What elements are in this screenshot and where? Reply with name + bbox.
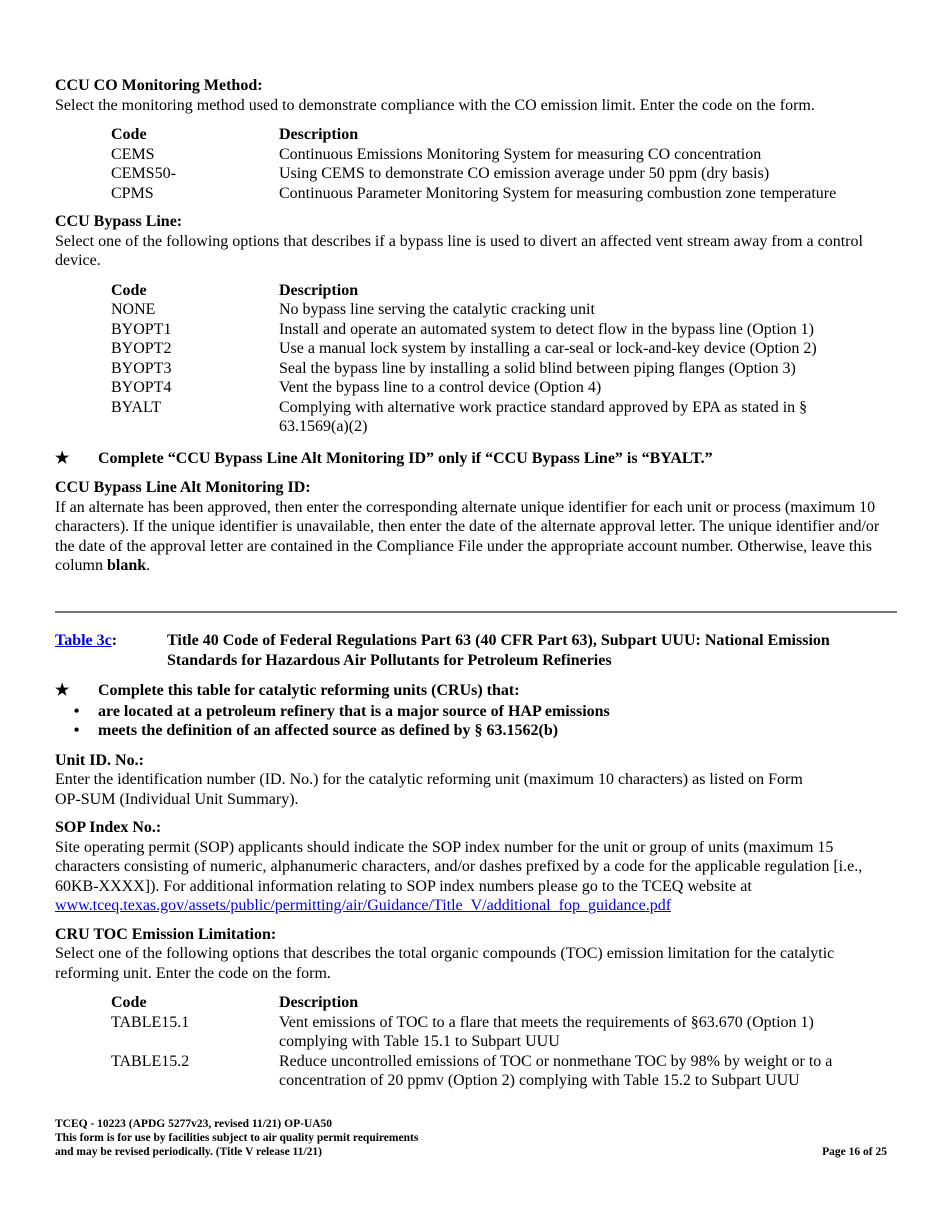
co-method-heading: CCU CO Monitoring Method: [55, 77, 263, 94]
desc-cell: Continuous Emissions Monitoring System for measuring CO concentration [279, 145, 762, 163]
col-code: Code [111, 281, 147, 299]
bypass-section [55, 212, 895, 437]
sop-text [55, 838, 895, 916]
table-header [111, 125, 836, 145]
table-row [111, 398, 879, 437]
cru-toc-text: Select one of the following options that describes the total organic compounds (TOC) emission limitation for the catalytic reforming unit. Enter the code on the form. [55, 945, 835, 982]
bypass-text: Select one of the following options that describes if a bypass line is used to divert an affected vent stream away from a control device. [55, 232, 863, 269]
sop-text-main: Site operating permit (SOP) applicants should indicate the SOP index number for the unit or group of units (maximum 15 characters consisting of numeric, alphanumeric characters, and/or dashes prefixed by a code for the applicable regulation [i.e., 60KB-XXXX]). For additional information relating to SOP index numbers please go to the TCEQ website at [55, 838, 863, 895]
star-icon: ★ [55, 682, 70, 699]
desc-cell: Use a manual lock system by installing a car-seal or lock-and-key device (Option 2) [279, 340, 817, 357]
table3c-link[interactable]: Table 3c [55, 632, 112, 649]
bypass-heading: CCU Bypass Line: [55, 213, 183, 230]
code-cell: BYOPT1 [111, 320, 172, 338]
code-cell: TABLE15.1 [111, 1013, 190, 1031]
code-cell: BYOPT4 [111, 379, 172, 396]
table-header [111, 993, 879, 1013]
desc-cell: Install and operate an automated system to detect flow in the bypass line (Option 1) [279, 320, 814, 338]
table-row [111, 145, 836, 165]
desc-cell: Vent emissions of TOC to a flare that meets the requirements of §63.670 (Option 1) complying with Table 15.1 to Subpart UUU [279, 1013, 814, 1050]
table3c-title [55, 631, 895, 670]
desc-cell: Complying with alternative work practice standard approved by EPA as stated in § 63.1569(a)(2) [279, 398, 808, 435]
desc-cell: Reduce uncontrolled emissions of TOC or nonmethane TOC by 98% by weight or to a concentration of 20 ppmv (Option 2) complying with Table 15.2 to Subpart UUU [279, 1052, 833, 1089]
code-cell: BYALT [111, 398, 162, 416]
desc-cell: Using CEMS to demonstrate CO emission average under 50 ppm (dry basis) [279, 165, 770, 182]
co-method-section [55, 76, 895, 203]
table-row [111, 300, 879, 320]
bullet-icon: • [73, 702, 80, 720]
bypass-alt-note-text: Complete “CCU Bypass Line Alt Monitoring ID” only if “CCU Bypass Line” is “BYALT.” [98, 449, 713, 467]
page-footer [55, 1117, 887, 1159]
table-header [111, 281, 879, 301]
alt-id-period: . [146, 557, 151, 574]
sop-section [55, 818, 895, 916]
footer-revision: and may be revised periodically. (Title V release 11/21) [55, 1146, 322, 1158]
cru-toc-heading: CRU TOC Emission Limitation: [55, 925, 277, 943]
desc-cell: Seal the bypass line by installing a solid blind between piping flanges (Option 3) [279, 359, 796, 377]
cru-toc-table [111, 993, 879, 1091]
table-row [111, 164, 836, 184]
code-cell: CPMS [111, 184, 154, 202]
table-row [111, 359, 879, 379]
co-method-table [111, 125, 836, 203]
table3c-title-text: Title 40 Code of Federal Regulations Part 63 (40 CFR Part 63), Subpart UUU: National Emission Standards for Hazardous Air Pollutants for Petroleum Refineries [167, 632, 830, 669]
star-icon: ★ [55, 449, 70, 467]
code-cell: CEMS50- [111, 165, 176, 182]
alt-id-section [55, 478, 895, 576]
bypass-alt-note [55, 449, 895, 469]
footer-form-id: TCEQ - 10223 (APDG 5277v23, revised 11/21) OP-UA50 [55, 1118, 333, 1130]
code-cell: NONE [111, 301, 156, 318]
cru-toc-section [55, 925, 895, 1091]
col-code: Code [111, 994, 147, 1011]
code-cell: BYOPT2 [111, 340, 172, 357]
bullet-icon: • [73, 722, 80, 739]
list-item [55, 721, 895, 741]
table-row [111, 1013, 879, 1052]
alt-id-blank: blank [107, 557, 147, 574]
table-row [111, 378, 879, 398]
col-code: Code [111, 126, 147, 143]
table-row [111, 339, 879, 359]
page-number: Page 16 of 25 [822, 1146, 887, 1158]
lower-content [55, 681, 895, 1100]
table-row [111, 320, 879, 340]
bypass-table [111, 281, 879, 437]
bullet-text: are located at a petroleum refinery that is a major source of HAP emissions [98, 702, 610, 720]
footer-notice: This form is for use by facilities subject to air quality permit requirements [55, 1132, 419, 1144]
alt-id-text-main: If an alternate has been approved, then enter the corresponding alternate unique identifier for each unit or process (maximum 10 characters). If the unique identifier is unavailable, then enter the date of the alternate approval letter. The unique identifier and/or the date of the approval letter are contained in the Compliance File under the appropriate account number. Otherwise, leave this column [55, 498, 880, 574]
table3c-colon: : [111, 632, 118, 649]
table3c-instructions [55, 681, 895, 701]
list-item [55, 702, 895, 722]
tceq-guidance-link[interactable]: www.tceq.texas.gov/assets/public/permitting/air/Guidance/Title_V/additional_fop_guidance.pdf [55, 897, 672, 914]
col-description: Description [279, 994, 359, 1011]
code-cell: CEMS [111, 145, 155, 163]
unit-id-text: Enter the identification number (ID. No.) for the catalytic reforming unit (maximum 10 characters) as listed on Form OP-SUM (Individual Unit Summary). [55, 771, 803, 808]
desc-cell: Continuous Parameter Monitoring System for measuring combustion zone temperature [279, 184, 837, 202]
section-divider [55, 611, 897, 613]
alt-id-heading: CCU Bypass Line Alt Monitoring ID: [55, 479, 311, 496]
table3c-instructions-text: Complete this table for catalytic reforming units (CRUs) that: [98, 682, 520, 699]
code-cell: BYOPT3 [111, 359, 172, 377]
code-cell: TABLE15.2 [111, 1052, 190, 1070]
bullet-text: meets the definition of an affected source as defined by § 63.1562(b) [98, 722, 559, 739]
unit-id-section [55, 751, 895, 810]
col-description: Description [279, 281, 359, 299]
col-description: Description [279, 126, 359, 143]
unit-id-heading: Unit ID. No.: [55, 751, 144, 769]
table3c-link-wrap [55, 631, 167, 670]
desc-cell: No bypass line serving the catalytic cracking unit [279, 301, 595, 318]
table-row [111, 1052, 879, 1091]
table-row [111, 184, 836, 204]
sop-heading: SOP Index No.: [55, 819, 162, 836]
alt-id-text [55, 498, 895, 576]
desc-cell: Vent the bypass line to a control device (Option 4) [279, 379, 602, 396]
co-method-text: Select the monitoring method used to demonstrate compliance with the CO emission limit. Enter the code on the form. [55, 96, 815, 114]
upper-content [55, 76, 895, 585]
